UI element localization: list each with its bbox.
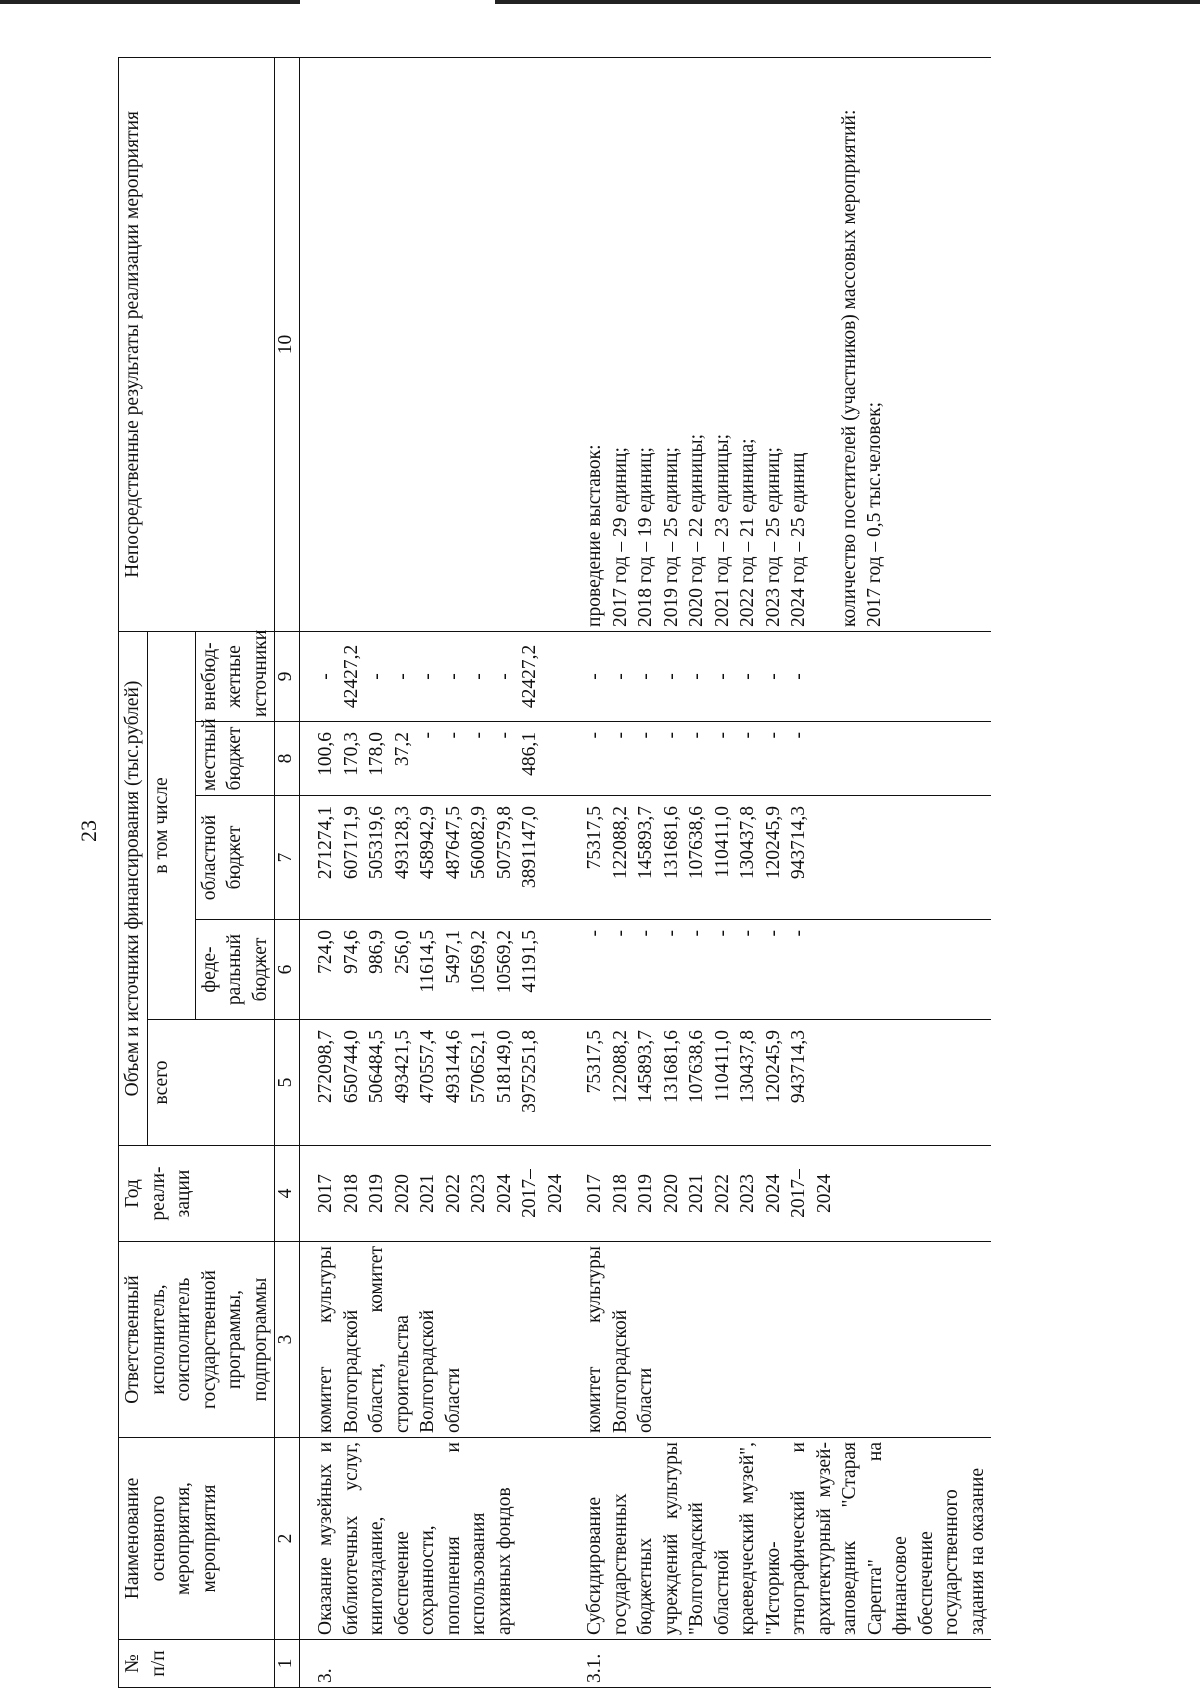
regional-amount: 131681,6 [660, 806, 682, 880]
result-line: 2024 год – 25 единиц [788, 452, 809, 627]
extra-amount: - [442, 673, 464, 680]
federal-amount: 11614,5 [417, 930, 438, 993]
extra-amount: 42427,2 [519, 644, 540, 709]
scan-edge-right [495, 0, 1200, 4]
extra-amount: 42427,2 [340, 644, 362, 709]
total-amount: 470557,4 [417, 1030, 438, 1104]
header-results: Непосредственные результаты реализации мероприятия [119, 57, 275, 631]
cell-years [300, 1146, 570, 1242]
event-name: Субсидирование государственных бюджетных учреждений культуры "Волгоградский областной краеведческий музей", "Историко-этнографический и архитектурный музей-заповедник "Старая Сарепта" на финансовое обеспечение государственного задания на оказание [584, 1442, 988, 1635]
regional-amount: 271274,1 [315, 806, 336, 880]
local-amount: 37,2 [391, 732, 413, 767]
total-amount: 145893,7 [635, 1030, 656, 1104]
row-number: 3. [315, 1668, 336, 1683]
year: 2017 [584, 1174, 605, 1213]
header-federal: феде-ральный бюджет [195, 920, 275, 1020]
local-amount: - [417, 732, 438, 739]
cell-name [300, 1438, 570, 1640]
local-amount: - [584, 732, 605, 739]
regional-amount: 943714,3 [788, 806, 809, 880]
cell-name [569, 1438, 991, 1640]
header-including: в том числе [147, 631, 195, 1019]
federal-amount: - [660, 930, 682, 937]
federal-amount: 724,0 [315, 930, 336, 974]
total-amount: 493144,6 [442, 1030, 464, 1104]
cell-responsible [300, 1242, 570, 1438]
result-line: количество посетителей (участников) массовых мероприятий: [838, 109, 860, 627]
year: 2024 [762, 1174, 784, 1213]
cell-regional [569, 796, 991, 920]
year: 2020 [660, 1174, 682, 1213]
federal-amount: 256,0 [391, 930, 413, 974]
extra-amount: - [635, 673, 656, 680]
result-line: 2019 год – 25 единиц; [660, 447, 682, 627]
extra-amount: - [417, 673, 438, 680]
column-number: 9 [275, 631, 300, 721]
total-amount: 107638,6 [686, 1030, 707, 1104]
federal-amount: - [711, 930, 733, 937]
federal-amount: 974,6 [340, 930, 362, 974]
local-amount: 170,3 [340, 732, 362, 776]
local-amount: 486,1 [519, 732, 540, 776]
extra-amount: - [660, 673, 682, 680]
total-amount: 131681,6 [660, 1030, 682, 1104]
federal-amount: - [737, 930, 758, 937]
column-number: 2 [275, 1438, 300, 1640]
regional-amount: 493128,3 [391, 806, 413, 880]
total-amount: 570652,1 [468, 1030, 489, 1104]
regional-amount: 607171,9 [340, 806, 362, 880]
year: 2019 [635, 1174, 656, 1213]
total-amount: 272098,7 [315, 1030, 336, 1104]
local-amount: 178,0 [366, 732, 387, 776]
federal-amount: 41191,5 [519, 930, 540, 993]
local-amount: - [711, 732, 733, 739]
total-amount: 120245,9 [762, 1030, 784, 1104]
extra-amount: - [366, 673, 387, 680]
cell-results [569, 57, 991, 631]
header-responsible: Ответственный исполнитель, соисполнитель государственной программы, подпрограммы [119, 1242, 275, 1438]
financing-table [118, 57, 991, 1688]
cell-results [300, 57, 570, 631]
year: 2023 [468, 1174, 489, 1213]
extra-amount: - [584, 673, 605, 680]
extra-amount: - [788, 673, 809, 680]
column-number: 6 [275, 920, 300, 1020]
regional-amount: 107638,6 [686, 806, 707, 880]
cell-num [569, 1640, 991, 1688]
total-amount: 122088,2 [609, 1030, 631, 1104]
result-line: 2022 год – 21 единица; [737, 438, 758, 627]
total-amount: 506484,5 [366, 1030, 387, 1104]
federal-amount: - [584, 930, 605, 937]
total-amount: 130437,8 [737, 1030, 758, 1104]
cell-responsible [569, 1242, 991, 1438]
cell-local [300, 722, 570, 796]
cell-years [569, 1146, 991, 1242]
local-amount: - [468, 732, 489, 739]
regional-amount: 120245,9 [762, 806, 784, 880]
cell-local [569, 722, 991, 796]
cell-total [300, 1020, 570, 1146]
column-number: 8 [275, 722, 300, 796]
extra-amount: - [315, 673, 336, 680]
result-line: 2021 год – 23 единицы; [711, 433, 733, 627]
column-number: 1 [275, 1640, 300, 1688]
regional-amount: 505319,6 [366, 806, 387, 880]
result-line: 2020 год – 22 единицы; [686, 433, 707, 627]
year: 2024 [493, 1174, 515, 1213]
regional-amount: 110411,0 [711, 806, 733, 878]
year: 2019 [366, 1174, 387, 1213]
total-amount: 518149,0 [493, 1030, 515, 1104]
federal-amount: 5497,1 [442, 930, 464, 984]
local-amount: - [788, 732, 809, 739]
column-number: 4 [275, 1146, 300, 1242]
regional-amount: 458942,9 [417, 806, 438, 880]
extra-amount: - [737, 673, 758, 680]
federal-amount: - [788, 930, 809, 937]
local-amount: 100,6 [315, 732, 336, 776]
regional-amount: 507579,8 [493, 806, 515, 880]
federal-amount: - [686, 930, 707, 937]
regional-amount: 487647,5 [442, 806, 464, 880]
responsible-executor: комитет культуры Волгоградской области [584, 1246, 656, 1433]
local-amount: - [442, 732, 464, 739]
year: 2017–2024 [788, 1169, 835, 1218]
header-financing: Объем и источники финансирования (тыс.рублей) [119, 631, 148, 1145]
event-name: Оказание музейных и библиотечных услуг, книгоиздание, обеспечение сохранности, пополнения и использования архивных фондов [315, 1442, 515, 1635]
federal-amount: 10569,2 [468, 930, 489, 994]
total-amount: 943714,3 [788, 1030, 809, 1104]
regional-amount: 145893,7 [635, 806, 656, 880]
local-amount: - [635, 732, 656, 739]
federal-amount: - [609, 930, 631, 937]
extra-amount: - [468, 673, 489, 680]
header-local: местный бюджет [195, 722, 275, 796]
regional-amount: 3891147,0 [519, 806, 540, 889]
header-total: всего [147, 1020, 275, 1146]
column-number: 7 [275, 796, 300, 920]
result-line: 2023 год – 25 единиц; [762, 447, 784, 627]
column-number: 3 [275, 1242, 300, 1438]
federal-amount: 986,9 [366, 930, 387, 974]
regional-amount: 130437,8 [737, 806, 758, 880]
federal-amount: - [635, 930, 656, 937]
year: 2020 [391, 1174, 413, 1213]
local-amount: - [686, 732, 707, 739]
year: 2023 [737, 1174, 758, 1213]
header-extra: внебюд-жетные источники [195, 631, 275, 721]
local-amount: - [762, 732, 784, 739]
result-line: 2018 год – 19 единиц; [635, 447, 656, 627]
row-number: 3.1. [584, 1653, 605, 1683]
cell-federal [300, 920, 570, 1020]
total-amount: 75317,5 [584, 1030, 605, 1094]
cell-regional [300, 796, 570, 920]
year: 2022 [442, 1174, 464, 1213]
cell-num [300, 1640, 570, 1688]
regional-amount: 560082,9 [468, 806, 489, 880]
header-number: № п/п [119, 1640, 275, 1688]
page-number: 23 [76, 820, 101, 842]
result-line: 2017 год – 0,5 тыс.человек; [864, 401, 885, 627]
result-line: 2017 год – 29 единиц; [609, 447, 631, 627]
table-row [569, 57, 991, 1687]
header-regional: областной бюджет [195, 796, 275, 920]
cell-extra [569, 631, 991, 721]
responsible-executor: комитет культуры Волгоградской области, комитет строительства Волгоградской области [315, 1246, 464, 1433]
local-amount: - [737, 732, 758, 739]
total-amount: 3975251,8 [519, 1030, 540, 1113]
table-body [300, 57, 992, 1687]
year: 2022 [711, 1174, 733, 1213]
year: 2017–2024 [519, 1169, 566, 1218]
scan-edge-left [0, 0, 300, 4]
cell-extra [300, 631, 570, 721]
year: 2018 [340, 1174, 362, 1213]
cell-federal [569, 920, 991, 1020]
header-name: Наименование основного мероприятия, мероприятия [119, 1438, 275, 1640]
local-amount: - [609, 732, 631, 739]
extra-amount: - [609, 673, 631, 680]
year: 2017 [315, 1174, 336, 1213]
cell-total [569, 1020, 991, 1146]
year: 2021 [686, 1174, 707, 1213]
total-amount: 650744,0 [340, 1030, 362, 1104]
extra-amount: - [762, 673, 784, 680]
year: 2021 [417, 1174, 438, 1213]
regional-amount: 122088,2 [609, 806, 631, 880]
extra-amount: - [391, 673, 413, 680]
year: 2018 [609, 1174, 631, 1213]
federal-amount: - [762, 930, 784, 937]
total-amount: 493421,5 [391, 1030, 413, 1104]
regional-amount: 75317,5 [584, 806, 605, 870]
extra-amount: - [493, 673, 515, 680]
column-number: 10 [275, 57, 300, 631]
rotated-table-container [118, 58, 1088, 1688]
local-amount: - [493, 732, 515, 739]
extra-amount: - [711, 673, 733, 680]
column-number: 5 [275, 1020, 300, 1146]
extra-amount: - [686, 673, 707, 680]
total-amount: 110411,0 [711, 1030, 733, 1102]
header-year: Год реали-зации [119, 1146, 275, 1242]
federal-amount: 10569,2 [493, 930, 515, 994]
result-line: проведение выставок: [584, 444, 605, 627]
local-amount: - [660, 732, 682, 739]
table-row [300, 57, 570, 1687]
